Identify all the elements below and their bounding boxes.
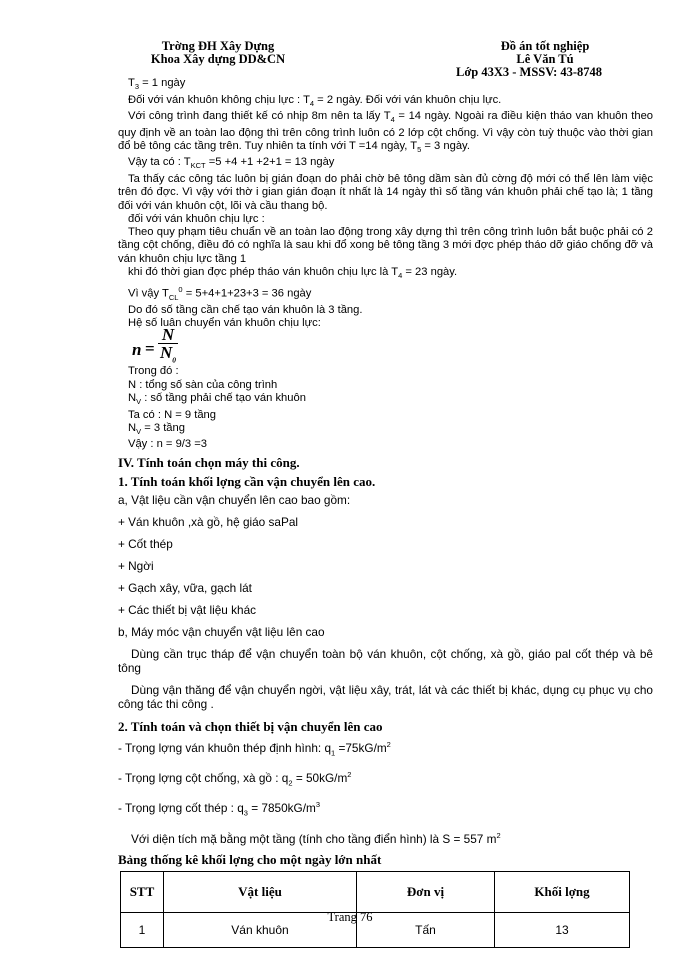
rotation-formula: [118, 325, 653, 365]
section-4-title: IV. Tính toán chọn máy thi công.: [118, 454, 300, 470]
paragraph-5: đối với ván khuôn chịu lực :: [128, 212, 265, 225]
school-name: Trờng ĐH Xây Dựng: [161, 39, 275, 53]
page-number: Trang 76: [327, 910, 373, 924]
class-info: Lớp 43X3 - MSSV: 43-8748: [456, 65, 603, 79]
paragraph-7: khi đó thời gian đợc phép tháo ván khuôn chịu lực là $T_4 = 23$ ngày.: [128, 266, 458, 281]
header-left: [118, 40, 318, 66]
paragraph-10: Hệ số luân chuyển ván khuôn chịu lực:: [128, 317, 321, 330]
weight-formwork: - Trọng lợng ván khuôn thép định hình: $q_1 =75kG/m^2$: [118, 739, 391, 757]
machinery-intro: b, Máy móc vận chuyển vật liệu lên cao: [118, 624, 325, 639]
document-type: Đồ án tốt nghiệp: [500, 39, 590, 53]
column-header: Đơn vị: [357, 872, 495, 913]
table-cell: 13: [495, 913, 630, 948]
header-right: [440, 40, 650, 79]
paragraph-4: Ta thấy các công tác luôn bị gián đoạn do phải chờ bê tông dầm sàn đủ cờng độ mới có thể lên làm việc trên đó đợc. Vì vậy với thờ i gian gián đoạn ít nhất là 14 ngày thì số tầng ván khuôn phải chế tạo là; 1 tầng đối với ván khuôn cột, lõi và cầu thang bộ.: [118, 172, 653, 212]
crane-paragraph: Dùng cần trục tháp để vận chuyển toàn bộ ván khuôn, cột chống, xà gồ, giáo pal cốt thép và bê tông: [118, 646, 653, 675]
author-name: Lê Văn Tú: [516, 52, 574, 66]
formula-fraction: [158, 327, 178, 369]
weight-steel: - Trọng lợng cốt thép : $q_3 = 7850kG/m^3$: [118, 800, 320, 818]
paragraph-15: $N_V = 3$ tầng: [128, 421, 185, 437]
table-cell: 1: [121, 913, 164, 948]
faculty-name: Khoa Xây dựng DD&CN: [150, 52, 286, 66]
table-cell: Tấn: [357, 913, 495, 948]
material-item: + Ngời: [118, 558, 154, 573]
paragraph-t3: $T_3 = 1$ ngày: [128, 77, 186, 92]
section-4-1-title: 1. Tính toán khối lợng cần vận chuyển lên cao.: [118, 473, 376, 489]
material-item: + Cốt thép: [118, 536, 173, 551]
material-item: + Các thiết bị vật liệu khác: [118, 602, 257, 617]
paragraph-8: Vì vậy $T_{CL}^0 = 5+4+1+23+3 = 36$ ngày: [128, 284, 312, 302]
section-2-title: 2. Tính toán và chọn thiết bị vận chuyển lên cao: [118, 718, 383, 734]
paragraph-9: Do đó số tầng cần chế tạo ván khuôn là 3 tầng.: [128, 303, 363, 316]
formula-denominator: $N_0$: [159, 343, 177, 365]
floor-area: Với diện tích mặ bằng một tầng (tính cho tầng điển hình) là S = 557 $m^2$: [131, 830, 501, 846]
material-item: + Gạch xây, vữa, gạch lát: [118, 580, 252, 595]
paragraph-11: Trong đó :: [128, 365, 179, 378]
column-header: STT: [121, 872, 164, 913]
table-title: Bảng thống kê khối lợng cho một ngày lớn nhất: [118, 852, 382, 868]
column-header: Khối lợng: [495, 872, 630, 913]
material-item: + Ván khuôn ,xà gồ, hệ giáo saPal: [118, 514, 299, 529]
table-cell: Ván khuôn: [164, 913, 357, 948]
formula-numerator: N: [161, 325, 175, 345]
formula-lhs: n: [132, 340, 142, 360]
hoist-paragraph: Dùng vận thăng để vận chuyển ngời, vật liệu xây, trát, lát và các thiết bị khác, dụng cụ phục vụ cho công tác thi công .: [118, 682, 653, 711]
table-header-row: [121, 872, 630, 913]
formula-equals: =: [145, 339, 155, 359]
paragraph-16: Vậy : n = 9/3 =3: [128, 438, 207, 451]
paragraph-2: Với công trình đang thiết kế có nhịp 8m nên ta lấy $T_4 = 14$ ngày. Ngoài ra điều kiện tháo van khuôn theo quy định về an toàn lao động thì trên công trình luôn có 2 lớp cột chống. Vì vậy còn tuỳ thuộc vào thời gian đổ bê tông các tầng trên. Tuy nhiên ta tính với T =14 ngày, $T_5 = 3$ ngày.: [118, 110, 654, 155]
paragraph-3: Vậy ta có : $T_{KCT} =5 +4 +1 +2+1 = 13$ ngày: [128, 156, 335, 171]
document-body: [118, 77, 653, 948]
weight-props: - Trọng lợng cột chống, xà gồ : $q_2 = 50kG/m^2$: [118, 769, 352, 788]
paragraph-12: N : tổng số sàn của công trình: [128, 378, 278, 391]
column-header: Vật liệu: [164, 872, 357, 913]
paragraph-14: Ta có : N = 9 tầng: [128, 408, 216, 421]
paragraph-6: Theo quy phạm tiêu chuẩn về an toàn lao động trong xây dựng thì trên công trình luôn bắt buộc phải có 2 tầng cột chống, điều đó có nghĩa là sau khi đổ xong bê tông tầng 3 mới đợc phép tháo dỡ giáo chống đỡ và ván khuôn chịu lực tầng 1: [118, 226, 653, 265]
materials-intro: a, Vật liệu cần vận chuyển lên cao bao gồm:: [118, 492, 351, 507]
paragraph-13: $N_V$ : số tầng phải chế tạo ván khuôn: [128, 392, 306, 407]
paragraph-1: Đối với ván khuôn không chịu lực : $T_4 = 2$ ngày. Đối với ván khuôn chịu lực.: [128, 93, 502, 108]
